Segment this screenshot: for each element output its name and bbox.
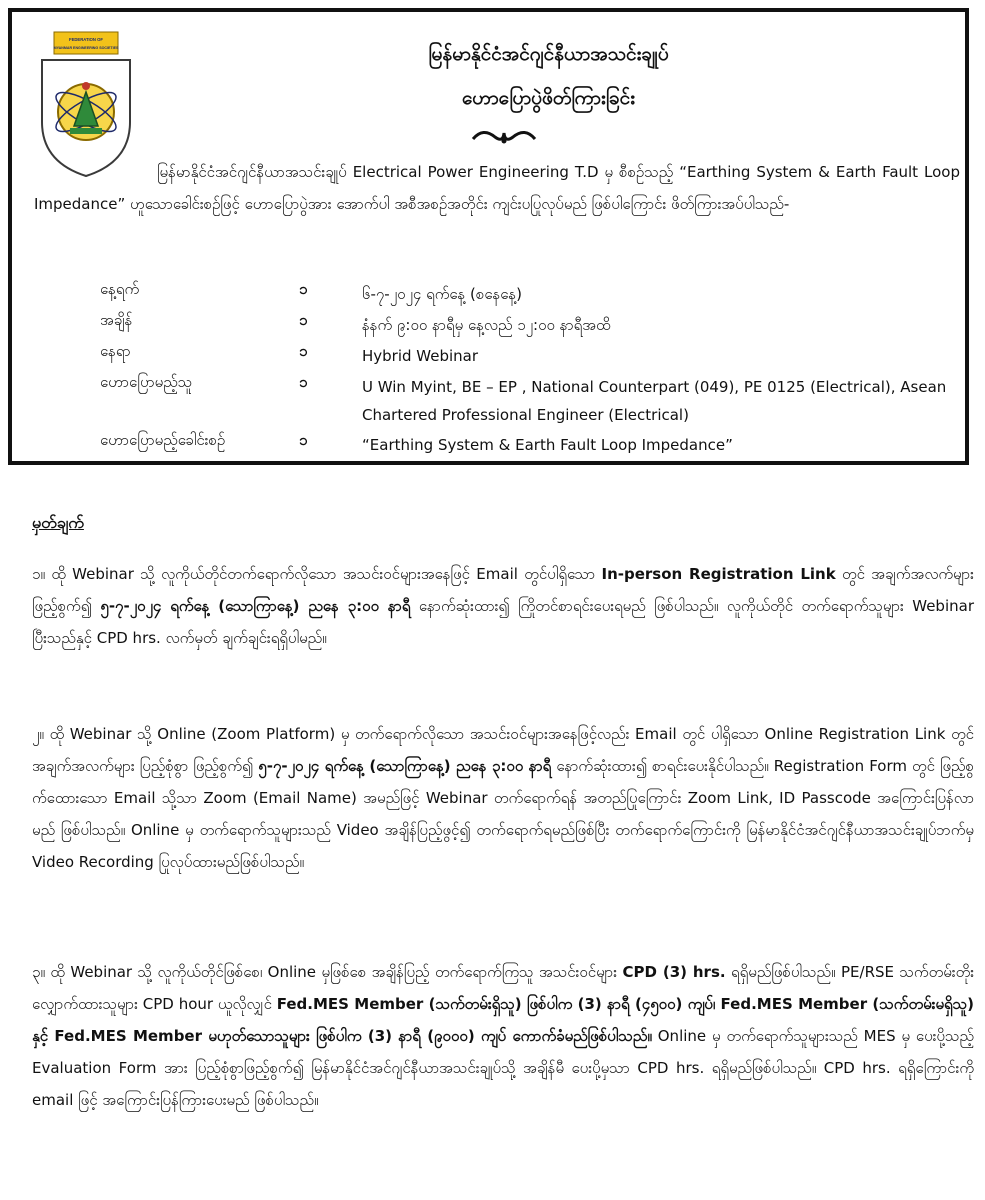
intro-text: မြန်မာနိုင်ငံအင်ဂျင်နီယာအသင်းချုပ် Electrical Power Engineering T.D မှ စီစဉ်သည့် “Earthing System & Earth Fault Loop Impedance” ဟူသောခေါင်းစဉ်ဖြင့် ဟောပြောပွဲအား အောက်ပါ အစီအစဉ်အတိုင်း ကျင်းပပြုလုပ်မည် ဖြစ်ပါကြောင်း ဖိတ်ကြားအပ်ပါသည်- [34,163,960,213]
note-paragraph-2: ၂။ ထို Webinar သို့ Online (Zoom Platform) မှ တက်ရောက်လိုသော အသင်းဝင်များအနေဖြင့်လည်း Email တွင် ပါရှိသော Online Registration Link တွင် အချက်အလက်များ ပြည့်စုံစွာ ဖြည့်စွက်၍ ၅-၇-၂၀၂၄ ရက်နေ့ (သောကြာနေ့) ညနေ ၃:၀၀ နာရီ နောက်ဆုံးထား၍ စာရင်းပေးနိုင်ပါသည်။ Registration Form တွင် ဖြည့်စွက်ထေားသော Email သို့သာ Zoom (Email Name) အမည်ဖြင့် Webinar တက်ရောက်ရန် အတည်ပြုကြောင်း Zoom Link, ID Passcode အကြောင်းပြန်လာမည် ဖြစ်ပါသည်။ Online မှ တက်ရောက်သူများသည် Video အချိန်ပြည့်ဖွင့်၍ တက်ရောက်ရမည်ဖြစ်ပြီး တက်ရောက်ကြောင်းကို မြန်မာနိုင်ငံအင်ဂျင်နီယာအသင်းချုပ်ဘက်မှ Video Recording ပြုလုပ်ထားမည်ဖြစ်ပါသည်။ [32,725,974,871]
detail-separator: ၁ [299,280,308,298]
detail-separator: ၁ [299,311,308,329]
invitation-frame [8,8,969,465]
detail-row-time [12,311,973,339]
detail-label: နေ့ရက် [100,280,140,298]
detail-row-venue [12,342,973,370]
note-paragraph-3: ၃။ ထို Webinar သို့ လူကိုယ်တိုင်ဖြစ်စေ၊ Online မှဖြစ်စေ အချိန်ပြည့် တက်ရောက်ကြသူ အသင်းဝင်များ CPD (3) hrs. ရရှိမည်ဖြစ်ပါသည်။ PE/RSE သက်တမ်းတိုးလျှောက်ထားသူများ CPD hour ယူလိုလျှင် Fed.MES Member (သက်တမ်းရှိသူ) ဖြစ်ပါက (3) နာရီ (၄၅၀၀) ကျပ်၊ Fed.MES Member (သက်တမ်းမရှိသူ) နှင့် Fed.MES Member မဟုတ်သောသူများ ဖြစ်ပါက (3) နာရီ (၉၀၀၀) ကျပ် ကောက်ခံမည်ဖြစ်ပါသည်။ Online မှ တက်ရောက်သူများသည် MES မှ ပေးပို့သည့် Evaluation Form အား ပြည့်စုံစွာဖြည့်စွက်၍ မြန်မာနိုင်ငံအင်ဂျင်နီယာအသင်းချုပ်သို့ အချိန်မီ ပေးပို့မှသာ CPD hrs. ရရှိမည်ဖြစ်ပါသည်။ CPD hrs. ရရှိကြောင်းကို email ဖြင့် အကြောင်းပြန်ကြားပေးမည် ဖြစ်ပါသည်။ [32,963,975,1109]
detail-value: ၆-၇-၂၀၂၄ ရက်နေ့ (စနေနေ့) [362,285,523,303]
logo-banner-text-2: MYANMAR ENGINEERING SOCIETIES [53,46,119,50]
ornament-flourish [467,125,541,147]
organization-title: မြန်မာနိုင်ငံအင်ဂျင်နီယာအသင်းချုပ် [428,43,669,65]
invitation-title: ဟောပြောပွဲဖိတ်ကြားခြင်း [461,87,636,109]
detail-value: Hybrid Webinar [362,347,479,365]
detail-separator: ၁ [299,431,308,449]
detail-value: “Earthing System & Earth Fault Loop Impedance” [362,436,733,454]
detail-value: နံနက် ၉:၀၀ နာရီမှ နေ့လည် ၁၂:၀၀ နာရီအထိ [362,316,611,334]
detail-value: U Win Myint, BE – EP , National Counterpart (049), PE 0125 (Electrical), Asean Chartered Professional Engineer (Electrical) [362,378,947,424]
detail-label: အချိန် [100,311,133,329]
intro-paragraph [34,156,960,220]
detail-label: ဟောပြောမည့်ခေါင်းစဉ် [100,431,226,449]
note-paragraph-1: ၁။ ထို Webinar သို့ လူကိုယ်တိုင်တက်ရောက်လိုသော အသင်းဝင်များအနေဖြင့် Email တွင်ပါရှိသော In-person Registration Link တွင် အချက်အလက်များ ဖြည့်စွက်၍ ၅-၇-၂၀၂၄ ရက်နေ့ (သောကြာနေ့) ညနေ ၃:၀၀ နာရီ နောက်ဆုံးထား၍ ကြိုတင်စာရင်းပေးရမည် ဖြစ်ပါသည်။ လူကိုယ်တိုင် တက်ရောက်သူများ Webinar ပြီးသည်နှင့် CPD hrs. လက်မှတ် ချက်ချင်းရရှိပါမည်။ [32,565,974,647]
detail-row-speaker [12,373,973,429]
detail-row-topic [12,431,973,459]
detail-separator: ၁ [299,373,308,391]
notes-heading: မှတ်ချက် [32,513,84,532]
detail-separator: ၁ [299,342,308,360]
logo-banner [54,32,118,54]
detail-row-date [12,280,973,308]
logo-banner-text-1: FEDERATION OF [69,37,103,42]
detail-label: ဟောပြောမည့်သူ [100,373,193,391]
detail-label: နေရာ [100,342,131,360]
